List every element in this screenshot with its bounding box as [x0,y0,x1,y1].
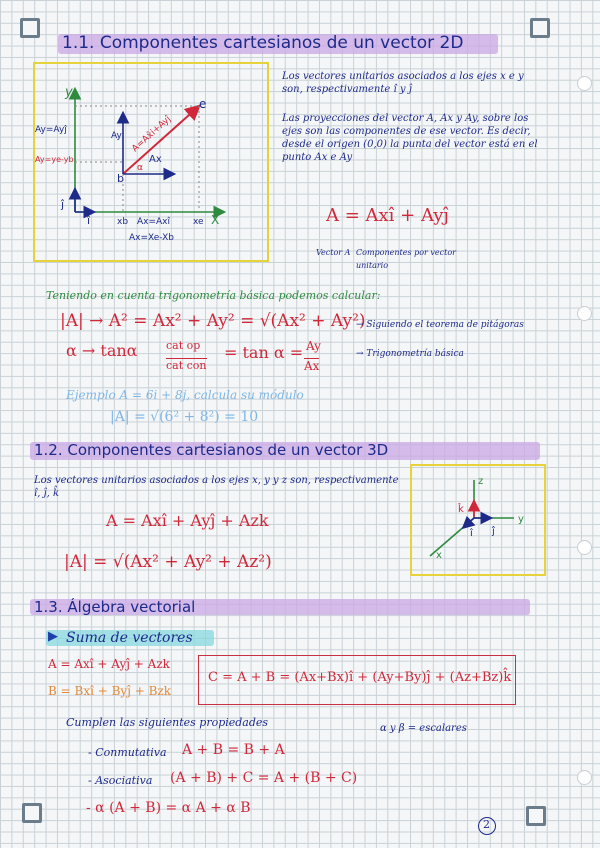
ax-eq-label: Ax=Axî [137,217,171,227]
x3-axis-label: x [436,550,442,561]
vector-3d-formula: A = Axî + Ayĵ + Azk [106,511,269,530]
vector-3d-diagram [410,464,546,576]
punch-hole [577,306,592,321]
scalars-note: α y β = escalares [380,723,467,734]
k-hat-label: k̂ [458,504,464,515]
trig-note: → Trigonometría básica [356,349,464,359]
j3-hat-label: ĵ [492,526,495,537]
page-number: 2 [483,818,490,831]
punch-hole [577,76,592,91]
example-statement: Ejemplo A = 6i + 8j, calcula su módulo [66,388,304,402]
property-commutative: A + B = B + A [182,742,285,758]
angle-fraction-numerator: cat op [166,339,201,352]
property-distributive: - α (A + B) = α A + α B [86,800,251,816]
point-e-label: e [199,97,207,111]
corner-icon-bottom-left [22,803,42,823]
z-axis-label: z [478,476,484,487]
angle-fraction-denominator: cat con [166,359,207,372]
angle-formula-left: α → tanα [66,341,138,360]
vector-2d-diagram [33,62,269,262]
pythagoras-note: → Siguiendo el teorema de pitágoras [356,320,524,330]
property-associative-name: - Asociativa [88,774,153,787]
vector-a-components: A = Axî + Ayĵ + Azk [48,657,170,671]
y3-axis-label: y [518,514,524,525]
point-b-label: b [117,172,124,185]
x-axis-label: X [211,213,220,227]
ax-vector-label: Ax [149,154,162,165]
vector-a-label: A=Ax̂i+Ayĵ [130,114,174,155]
y-axis-label: y [65,85,73,100]
sum-formula: C = A + B = (Ax+Bx)î + (Ay+By)ĵ + (Az+Bz)k̂ [208,670,512,685]
section3-subtitle: Suma de vectores [66,630,193,646]
angle-formula-mid: = tan α = [224,343,304,362]
xe-label: xe [193,217,204,227]
j-hat-label: ĵ [61,198,65,211]
alpha-label: α [137,163,143,173]
properties-intro: Cumplen las siguientes propiedades [66,716,269,729]
unit-vectors-3d-note: Los vectores unitarios asociados a los ejes x, y y z son, respectivamente î, ĵ, k̂ [34,475,399,499]
trig-intro: Teniendo en cuenta trigonometría básica podemos calcular: [46,289,381,302]
vector-a-note: Vector A [316,248,351,257]
vector-a-formula: A = Axî + Ayĵ [326,205,449,226]
property-associative: (A + B) + C = A + (B + C) [170,770,358,786]
property-commutative-name: - Conmutativa [88,746,167,759]
angle-fraction2-numerator: Ay [306,339,321,353]
corner-icon-top-left [20,18,40,38]
ay-diff-label: Ay=ye-yb [35,155,74,164]
play-icon: ▶ [48,629,58,644]
modulus-3d-formula: |A| = √(Ax² + Ay² + Az²) [64,552,272,572]
section1-title: 1.1. Componentes cartesianos de un vector 2D [62,33,464,53]
punch-hole [577,540,592,555]
i-hat-label: î [87,214,91,227]
ax-diff-label: Ax=Xe-Xb [129,233,174,243]
components-note: Componentes por vector unitario [356,248,456,270]
angle-fraction2-denominator: Ax [304,359,320,373]
ay-eq-label: Ay=Ayĵ [35,125,67,135]
modulus-formula: |A| → A² = Ax² + Ay² = √(Ax² + Ay²) [60,311,366,331]
xb-label: xb [117,217,129,227]
vector-b-components: B = Bxî + Byĵ + Bzk [48,684,172,698]
corner-icon-top-right [530,18,550,38]
section2-title: 1.2. Componentes cartesianos de un vector 3D [34,441,389,459]
section3-title: 1.3. Álgebra vectorial [34,598,196,616]
punch-hole [577,770,592,785]
ay-vector-label: Ay [111,131,122,141]
i3-hat-label: î [470,528,473,539]
unit-vectors-note: Los vectores unitarios asociados a los ejes x e y son, respectivamente î y ĵ [282,71,524,95]
example-result: |A| = √(6² + 8²) = 10 [110,409,259,425]
projections-note: Las proyecciones del vector A, Ax y Ay, sobre los ejes son las componentes de ese vector. Es decir, desde el origen (0,0) la punta del vector está en el punto Ax e Ay [282,113,538,163]
corner-icon-bottom-right [526,806,546,826]
